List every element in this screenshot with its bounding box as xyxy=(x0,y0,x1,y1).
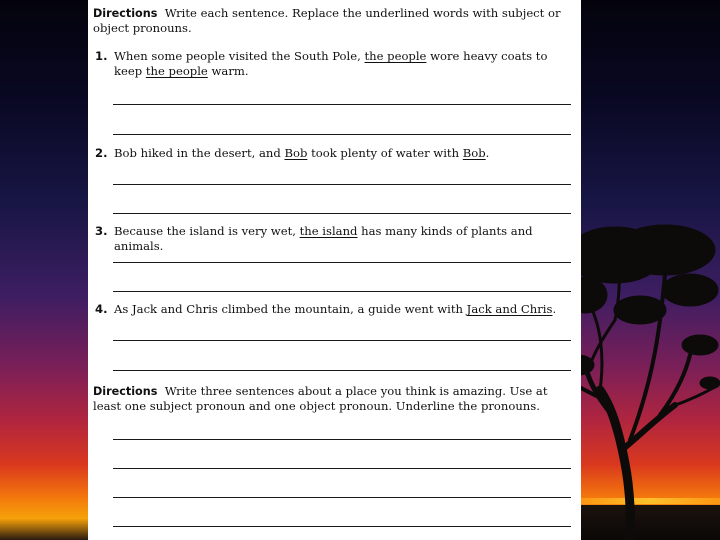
item-sentence xyxy=(95,49,569,79)
sentence-text: wore heavy coats to keep xyxy=(114,49,548,78)
directions-text: Write each sentence. Replace the underlined words with subject or object pronouns. xyxy=(93,6,561,35)
answer-line[interactable] xyxy=(113,526,571,527)
sentence-text: has many kinds of plants and animals. xyxy=(114,224,533,253)
answer-line[interactable] xyxy=(113,291,571,292)
answer-line[interactable] xyxy=(113,340,571,341)
underlined-phrase: the people xyxy=(145,64,208,78)
item-number: 4. xyxy=(95,302,108,316)
answer-line[interactable] xyxy=(113,262,571,263)
exercise-item-1 xyxy=(95,49,569,79)
answer-line[interactable] xyxy=(113,468,571,469)
directions-label: Directions xyxy=(93,385,158,398)
exercise-item-3 xyxy=(95,224,569,254)
directions-text: Write three sentences about a place you think is amazing. Use at least one subject pronoun and one object pronoun. Underline the pronouns. xyxy=(93,384,548,413)
answer-line[interactable] xyxy=(113,370,571,371)
answer-line[interactable] xyxy=(113,134,571,135)
answer-line[interactable] xyxy=(113,104,571,105)
sentence-text: As Jack and Chris climbed the mountain, a guide went with xyxy=(114,302,467,316)
sentence-text: . xyxy=(485,146,490,160)
item-sentence xyxy=(95,302,569,317)
directions-2 xyxy=(93,384,571,414)
worksheet-page xyxy=(88,0,581,540)
exercise-item-2 xyxy=(95,146,569,161)
sentence-text: When some people visited the South Pole, xyxy=(114,49,365,63)
underlined-phrase: the island xyxy=(299,224,358,238)
exercise-item-4 xyxy=(95,302,569,317)
item-number: 1. xyxy=(95,49,108,63)
answer-line[interactable] xyxy=(113,184,571,185)
underlined-phrase: the people xyxy=(364,49,427,63)
answer-line[interactable] xyxy=(113,439,571,440)
sentence-text: Because the island is very wet, xyxy=(114,224,300,238)
underlined-phrase: Jack and Chris xyxy=(466,302,553,316)
sentence-text: Bob hiked in the desert, and xyxy=(114,146,285,160)
sentence-text: took plenty of water with xyxy=(307,146,463,160)
item-number: 2. xyxy=(95,146,108,160)
underlined-phrase: Bob xyxy=(284,146,308,160)
item-sentence xyxy=(95,146,569,161)
underlined-phrase: Bob xyxy=(462,146,486,160)
item-sentence xyxy=(95,224,569,254)
tree-silhouette-icon xyxy=(560,215,720,540)
directions-1 xyxy=(93,6,571,36)
item-number: 3. xyxy=(95,224,108,238)
sentence-text: warm. xyxy=(207,64,249,78)
answer-line[interactable] xyxy=(113,213,571,214)
answer-line[interactable] xyxy=(113,497,571,498)
sentence-text: . xyxy=(552,302,557,316)
directions-label: Directions xyxy=(93,7,158,20)
